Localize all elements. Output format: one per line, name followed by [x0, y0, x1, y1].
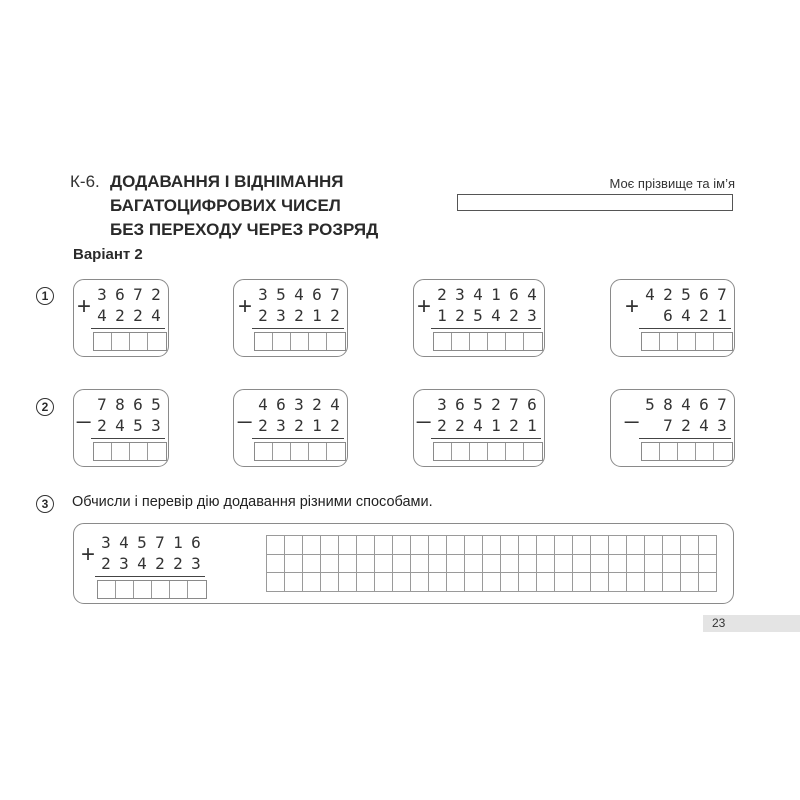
digit: 1	[717, 306, 727, 325]
answer-cell[interactable]	[452, 333, 470, 350]
task-2-problem-3-result-rule	[431, 438, 541, 439]
digit: 2	[437, 285, 447, 304]
digit: 1	[491, 285, 501, 304]
task-2-problem-2-answer-boxes[interactable]	[254, 442, 346, 461]
answer-cell[interactable]	[678, 333, 696, 350]
grid-cell[interactable]	[555, 573, 573, 592]
task-2-problem-4-bottom-number	[659, 417, 731, 435]
answer-cell[interactable]	[255, 443, 273, 460]
task-1-problem-3-answer-boxes[interactable]	[433, 332, 543, 351]
task-2-problem-2-minus-sign: _	[238, 397, 252, 424]
digit: 6	[455, 395, 465, 414]
task-2-problem-3-minus-sign: _	[417, 397, 431, 424]
grid-cell[interactable]	[537, 555, 555, 574]
digit: 7	[717, 285, 727, 304]
grid-cell[interactable]	[267, 555, 285, 574]
answer-cell[interactable]	[188, 581, 206, 598]
title-line-2: БАГАТОЦИФРОВИХ ЧИСЕЛ	[110, 196, 341, 215]
answer-cell[interactable]	[714, 443, 732, 460]
task-2-problem-4-minus-sign: _	[625, 397, 639, 424]
grid-cell[interactable]	[681, 555, 699, 574]
grid-cell[interactable]	[429, 573, 447, 592]
grid-cell[interactable]	[519, 573, 537, 592]
digit: 4	[119, 533, 129, 552]
grid-cell[interactable]	[681, 536, 699, 555]
digit: 3	[437, 395, 447, 414]
task-2-problem-3-bottom-number	[433, 417, 541, 435]
digit: 4	[151, 306, 161, 325]
digit: 6	[133, 395, 143, 414]
answer-cell[interactable]	[452, 443, 470, 460]
digit: 4	[258, 395, 268, 414]
grid-cell[interactable]	[699, 536, 717, 555]
digit: 2	[437, 416, 447, 435]
answer-cell[interactable]	[152, 581, 170, 598]
task-1-problem-4-result-rule	[639, 328, 731, 329]
grid-cell[interactable]	[321, 573, 339, 592]
digit: 5	[681, 285, 691, 304]
grid-cell[interactable]	[303, 536, 321, 555]
digit: 5	[133, 416, 143, 435]
digit: 7	[330, 285, 340, 304]
answer-cell[interactable]	[470, 443, 488, 460]
digit: 3	[101, 533, 111, 552]
answer-cell[interactable]	[255, 333, 273, 350]
digit: 2	[173, 554, 183, 573]
digit: 4	[527, 285, 537, 304]
grid-cell[interactable]	[375, 536, 393, 555]
grid-cell[interactable]	[357, 555, 375, 574]
digit: 3	[97, 285, 107, 304]
digit: 4	[137, 554, 147, 573]
task-1-problem-2-top-number	[254, 286, 344, 304]
digit: 6	[276, 395, 286, 414]
task-2-problem-1-top-number	[93, 396, 165, 414]
grid-cell[interactable]	[645, 536, 663, 555]
digit: 2	[312, 395, 322, 414]
answer-cell[interactable]	[642, 443, 660, 460]
grid-cell[interactable]	[411, 536, 429, 555]
digit: 1	[491, 416, 501, 435]
digit: 4	[330, 395, 340, 414]
answer-cell[interactable]	[98, 581, 116, 598]
grid-cell[interactable]	[339, 573, 357, 592]
digit: 7	[509, 395, 519, 414]
digit: 1	[312, 306, 322, 325]
digit: 2	[133, 306, 143, 325]
grid-cell[interactable]	[285, 536, 303, 555]
task-1-problem-2-plus-sign: +	[238, 293, 253, 320]
grid-cell[interactable]	[501, 573, 519, 592]
digit: 2	[455, 306, 465, 325]
digit: 2	[330, 416, 340, 435]
digit: 7	[133, 285, 143, 304]
answer-cell[interactable]	[696, 333, 714, 350]
answer-cell[interactable]	[524, 333, 542, 350]
digit: 1	[527, 416, 537, 435]
task-2-problem-3-top-number	[433, 396, 541, 414]
task-1-problem-3-plus-sign: +	[417, 293, 432, 320]
task-3-answer-boxes[interactable]	[97, 580, 207, 599]
answer-cell[interactable]	[309, 333, 327, 350]
grid-cell[interactable]	[321, 555, 339, 574]
task-1-problem-4-top-number	[641, 286, 731, 304]
digit: 2	[663, 285, 673, 304]
answer-cell[interactable]	[148, 443, 166, 460]
grid-cell[interactable]	[627, 555, 645, 574]
task-1-problem-3-result-rule	[431, 328, 541, 329]
task-1-problem-1-bottom-number	[93, 307, 165, 325]
grid-cell[interactable]	[537, 573, 555, 592]
digit: 3	[258, 285, 268, 304]
task-1-problem-2-answer-boxes[interactable]	[254, 332, 346, 351]
digit: 6	[699, 395, 709, 414]
digit: 3	[455, 285, 465, 304]
digit: 2	[455, 416, 465, 435]
answer-cell[interactable]	[94, 333, 112, 350]
digit: 1	[312, 416, 322, 435]
task-2-problem-2-top-number	[254, 396, 344, 414]
digit: 2	[294, 306, 304, 325]
digit: 6	[527, 395, 537, 414]
answer-cell[interactable]	[660, 443, 678, 460]
task-3-number: 3	[36, 495, 54, 513]
grid-cell[interactable]	[339, 536, 357, 555]
task-1-problem-1-result-rule	[91, 328, 165, 329]
grid-cell[interactable]	[267, 573, 285, 592]
answer-cell[interactable]	[130, 333, 148, 350]
task-3-instruction: Обчисли і перевір дію додавання різними способами.	[72, 494, 433, 510]
answer-cell[interactable]	[506, 333, 524, 350]
task-1-problem-1-top-number	[93, 286, 165, 304]
task-3-result-rule	[95, 576, 205, 577]
digit: 4	[294, 285, 304, 304]
digit: 2	[155, 554, 165, 573]
answer-cell[interactable]	[434, 443, 452, 460]
digit: 8	[663, 395, 673, 414]
answer-cell[interactable]	[327, 333, 345, 350]
grid-cell[interactable]	[393, 555, 411, 574]
digit: 6	[663, 306, 673, 325]
digit: 2	[115, 306, 125, 325]
digit: 1	[173, 533, 183, 552]
grid-cell[interactable]	[411, 573, 429, 592]
digit: 4	[473, 416, 483, 435]
task-2-problem-4-top-number	[641, 396, 731, 414]
grid-cell[interactable]	[321, 536, 339, 555]
task-1-problem-3-bottom-number	[433, 307, 541, 325]
digit: 4	[473, 285, 483, 304]
grid-cell[interactable]	[447, 536, 465, 555]
answer-cell[interactable]	[273, 333, 291, 350]
grid-cell[interactable]	[411, 555, 429, 574]
grid-cell[interactable]	[645, 573, 663, 592]
digit: 2	[151, 285, 161, 304]
grid-cell[interactable]	[375, 573, 393, 592]
digit: 3	[294, 395, 304, 414]
digit: 3	[151, 416, 161, 435]
grid-cell[interactable]	[393, 536, 411, 555]
digit: 4	[491, 306, 501, 325]
task-2-problem-2-result-rule	[252, 438, 344, 439]
grid-cell[interactable]	[285, 555, 303, 574]
task-3-bottom-number	[97, 555, 205, 573]
answer-cell[interactable]	[112, 443, 130, 460]
grid-cell[interactable]	[699, 573, 717, 592]
digit: 3	[717, 416, 727, 435]
grid-cell[interactable]	[267, 536, 285, 555]
digit: 2	[330, 306, 340, 325]
grid-cell[interactable]	[483, 555, 501, 574]
digit: 5	[137, 533, 147, 552]
task-2-problem-4-result-rule	[639, 438, 731, 439]
task-2-problem-3-answer-boxes[interactable]	[433, 442, 543, 461]
digit: 7	[97, 395, 107, 414]
digit: 2	[258, 306, 268, 325]
answer-cell[interactable]	[660, 333, 678, 350]
grid-cell[interactable]	[591, 573, 609, 592]
grid-cell[interactable]	[303, 555, 321, 574]
answer-cell[interactable]	[506, 443, 524, 460]
task-2-problem-4-answer-boxes[interactable]	[641, 442, 733, 461]
grid-cell[interactable]	[285, 573, 303, 592]
grid-cell[interactable]	[609, 555, 627, 574]
answer-cell[interactable]	[309, 443, 327, 460]
answer-cell[interactable]	[291, 443, 309, 460]
answer-cell[interactable]	[696, 443, 714, 460]
digit: 6	[699, 285, 709, 304]
grid-cell[interactable]	[501, 536, 519, 555]
digit: 7	[717, 395, 727, 414]
digit: 3	[527, 306, 537, 325]
answer-cell[interactable]	[488, 443, 506, 460]
task-2-problem-1-bottom-number	[93, 417, 165, 435]
grid-cell[interactable]	[627, 536, 645, 555]
digit: 4	[681, 306, 691, 325]
answer-cell[interactable]	[273, 443, 291, 460]
grid-cell[interactable]	[375, 555, 393, 574]
answer-cell[interactable]	[434, 333, 452, 350]
task-2-problem-1-answer-boxes[interactable]	[93, 442, 167, 461]
grid-cell[interactable]	[591, 555, 609, 574]
grid-cell[interactable]	[573, 555, 591, 574]
digit: 8	[115, 395, 125, 414]
answer-cell[interactable]	[642, 333, 660, 350]
work-grid[interactable]	[266, 535, 717, 592]
answer-cell[interactable]	[678, 443, 696, 460]
digit: 4	[115, 416, 125, 435]
task-2-problem-1-minus-sign: _	[77, 397, 91, 424]
grid-cell[interactable]	[555, 536, 573, 555]
grid-cell[interactable]	[303, 573, 321, 592]
answer-cell[interactable]	[148, 333, 166, 350]
digit: 4	[97, 306, 107, 325]
digit: 6	[312, 285, 322, 304]
grid-cell[interactable]	[663, 555, 681, 574]
digit: 4	[645, 285, 655, 304]
grid-cell[interactable]	[483, 536, 501, 555]
grid-cell[interactable]	[609, 573, 627, 592]
name-label: Моє прізвище та ім’я	[609, 176, 735, 191]
answer-cell[interactable]	[470, 333, 488, 350]
answer-cell[interactable]	[116, 581, 134, 598]
digit: 3	[119, 554, 129, 573]
answer-cell[interactable]	[291, 333, 309, 350]
digit: 5	[276, 285, 286, 304]
task-1-problem-4-bottom-number	[659, 307, 731, 325]
digit: 6	[509, 285, 519, 304]
task-3-top-number	[97, 534, 205, 552]
grid-cell[interactable]	[465, 573, 483, 592]
grid-cell[interactable]	[501, 555, 519, 574]
answer-cell[interactable]	[488, 333, 506, 350]
task-1-problem-4-plus-sign: +	[625, 293, 640, 320]
task-1-problem-4-answer-boxes[interactable]	[641, 332, 733, 351]
task-1-problem-2-bottom-number	[254, 307, 344, 325]
digit: 2	[509, 306, 519, 325]
digit: 6	[115, 285, 125, 304]
grid-cell[interactable]	[393, 573, 411, 592]
page-number: 23	[712, 616, 726, 630]
digit: 5	[473, 395, 483, 414]
grid-cell[interactable]	[555, 555, 573, 574]
task-3-plus-sign: +	[81, 541, 96, 568]
grid-cell[interactable]	[645, 555, 663, 574]
task-2-number: 2	[36, 398, 54, 416]
task-1-problem-3-top-number	[433, 286, 541, 304]
grid-cell[interactable]	[483, 573, 501, 592]
grid-cell[interactable]	[465, 536, 483, 555]
grid-cell[interactable]	[699, 555, 717, 574]
answer-cell[interactable]	[94, 443, 112, 460]
grid-cell[interactable]	[519, 555, 537, 574]
grid-cell[interactable]	[681, 573, 699, 592]
digit: 3	[276, 306, 286, 325]
digit: 7	[155, 533, 165, 552]
digit: 2	[681, 416, 691, 435]
digit: 3	[191, 554, 201, 573]
grid-cell[interactable]	[429, 555, 447, 574]
digit: 5	[645, 395, 655, 414]
digit: 2	[101, 554, 111, 573]
grid-cell[interactable]	[627, 573, 645, 592]
grid-cell[interactable]	[609, 536, 627, 555]
task-1-problem-1-answer-boxes[interactable]	[93, 332, 167, 351]
grid-cell[interactable]	[465, 555, 483, 574]
grid-cell[interactable]	[357, 573, 375, 592]
digit: 2	[699, 306, 709, 325]
grid-cell[interactable]	[519, 536, 537, 555]
digit: 7	[663, 416, 673, 435]
answer-cell[interactable]	[327, 443, 345, 460]
grid-cell[interactable]	[447, 573, 465, 592]
answer-cell[interactable]	[112, 333, 130, 350]
answer-cell[interactable]	[714, 333, 732, 350]
digit: 2	[509, 416, 519, 435]
digit: 4	[699, 416, 709, 435]
digit: 5	[151, 395, 161, 414]
digit: 3	[276, 416, 286, 435]
grid-cell[interactable]	[573, 573, 591, 592]
grid-cell[interactable]	[339, 555, 357, 574]
digit: 2	[294, 416, 304, 435]
variant-label: Варіант 2	[73, 246, 143, 263]
answer-cell[interactable]	[524, 443, 542, 460]
digit: 2	[97, 416, 107, 435]
digit: 5	[473, 306, 483, 325]
answer-cell[interactable]	[130, 443, 148, 460]
grid-cell[interactable]	[591, 536, 609, 555]
answer-cell[interactable]	[170, 581, 188, 598]
grid-cell[interactable]	[663, 536, 681, 555]
digit: 2	[258, 416, 268, 435]
grid-cell[interactable]	[447, 555, 465, 574]
task-1-problem-2-result-rule	[252, 328, 344, 329]
digit: 2	[491, 395, 501, 414]
name-field[interactable]	[457, 194, 733, 211]
title-code: К-6.	[70, 172, 100, 191]
grid-cell[interactable]	[537, 536, 555, 555]
grid-cell[interactable]	[663, 573, 681, 592]
grid-cell[interactable]	[573, 536, 591, 555]
task-1-problem-1-plus-sign: +	[77, 293, 92, 320]
digit: 6	[191, 533, 201, 552]
task-2-problem-2-bottom-number	[254, 417, 344, 435]
digit: 1	[437, 306, 447, 325]
answer-cell[interactable]	[134, 581, 152, 598]
title-line-1: ДОДАВАННЯ І ВІДНІМАННЯ	[110, 172, 344, 191]
grid-cell[interactable]	[429, 536, 447, 555]
task-2-problem-1-result-rule	[91, 438, 165, 439]
digit: 4	[681, 395, 691, 414]
title-line-3: БЕЗ ПЕРЕХОДУ ЧЕРЕЗ РОЗРЯД	[110, 220, 379, 239]
grid-cell[interactable]	[357, 536, 375, 555]
task-1-number: 1	[36, 287, 54, 305]
